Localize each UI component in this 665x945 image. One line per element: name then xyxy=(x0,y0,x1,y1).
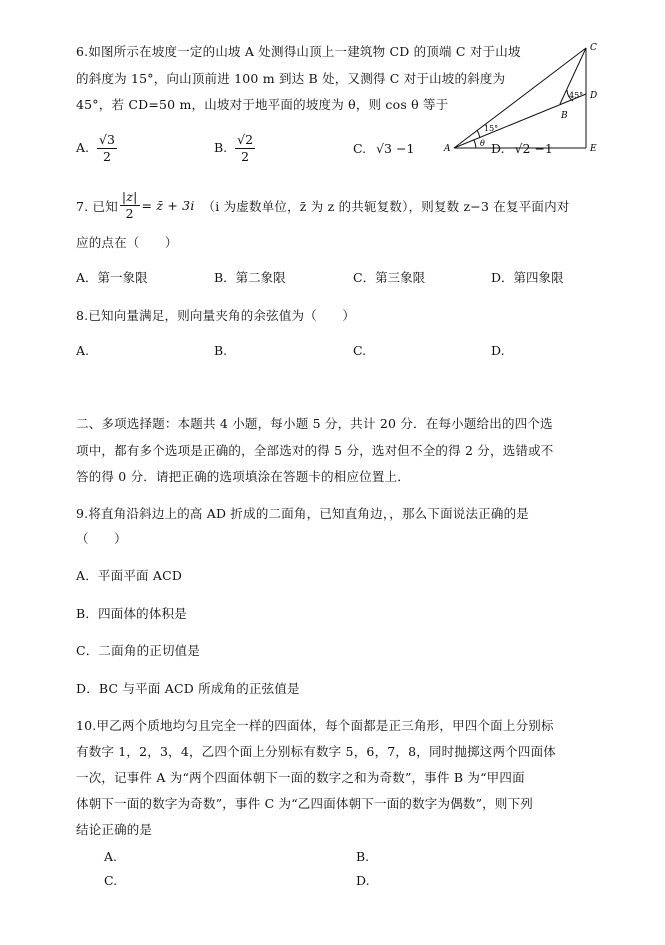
q10-line5: 结论正确的是 xyxy=(76,822,153,837)
q7-option-b: B．第二象限 xyxy=(214,270,286,285)
section2-line3: 答的得 0 分．请把正确的选项填涂在答题卡的相应位置上． xyxy=(76,469,411,484)
q6-option-a-label: A. xyxy=(76,140,90,155)
q10-option-c: C. xyxy=(104,873,118,888)
q7-rest: （i 为虚数单位，z̄ 为 z 的共轭复数），则复数 z−3 在复平面内对 xyxy=(202,198,570,214)
section2-line1: 二、多项选择题：本题共 4 小题，每小题 5 分，共计 20 分．在每小题给出的四个选 xyxy=(76,416,553,431)
section2-line2: 项中，都有多个选项是正确的，全部选对的得 5 分，选对但不全的得 2 分，选错或不 xyxy=(76,443,554,458)
q6-option-d-label: D. xyxy=(491,141,505,156)
figure-label-45-degrees: 45° xyxy=(569,91,584,100)
q7-line2: 应的点在（ ） xyxy=(76,235,178,250)
figure-label-c: C xyxy=(590,43,597,53)
q6-option-b-denominator: 2 xyxy=(241,149,250,164)
q6-option-b xyxy=(214,132,255,165)
q7-fraction xyxy=(120,189,140,222)
figure-label-15-degrees: 15° xyxy=(484,124,499,133)
q6-option-c-label: C. xyxy=(353,141,367,156)
q7-line1 xyxy=(76,189,570,222)
q6-slope-figure xyxy=(440,38,610,158)
q6-option-d-value: √2 −1 xyxy=(514,141,553,156)
figure-label-b: B xyxy=(561,111,568,121)
q6-option-c xyxy=(353,141,414,156)
q8-option-c: C. xyxy=(353,343,367,358)
figure-label-a: A xyxy=(444,144,451,154)
q7-option-c: C．第三象限 xyxy=(353,270,426,285)
q6-option-a-denominator: 2 xyxy=(102,149,111,164)
q7-prefix: 7. 已知 xyxy=(76,198,118,214)
q6-option-c-value: √3 −1 xyxy=(376,141,415,156)
figure-line-a-d xyxy=(454,94,586,148)
q7-equation: = z̄ + 3i xyxy=(141,198,195,213)
q6-option-a xyxy=(76,132,117,165)
figure-label-d: D xyxy=(590,91,598,101)
q6-line3: 45°，若 CD=50 m，山坡对于地平面的坡度为 θ，则 cos θ 等于 xyxy=(76,97,449,112)
q6-line1: 6.如图所示在坡度一定的山坡 A 处测得山顶上一建筑物 CD 的顶端 C 对于山坡 xyxy=(76,44,521,59)
q10-line2: 有数字 1，2，3，4，乙四个面上分别标有数字 5，6，7，8，同时抛掷这两个四面体 xyxy=(76,744,556,759)
q10-option-d: D. xyxy=(356,873,370,888)
q6-option-b-label: B. xyxy=(214,140,228,155)
q9-option-d: D．BC 与平面 ACD 所成角的正弦值是 xyxy=(76,681,300,696)
figure-label-theta: θ xyxy=(480,139,485,148)
q7-option-a: A．第一象限 xyxy=(76,270,148,285)
figure-angle-arc-theta xyxy=(474,140,476,148)
figure-line-a-c xyxy=(454,48,586,148)
q8-option-a: A. xyxy=(76,343,90,358)
q6-line2: 的斜度为 15°，向山顶前进 100 m 到达 B 处，又测得 C 对于山坡的斜度为 xyxy=(76,71,506,86)
q6-option-b-fraction xyxy=(235,132,255,165)
q7-fraction-denominator: 2 xyxy=(125,206,134,221)
q9-option-b: B．四面体的体积是 xyxy=(76,606,187,621)
q10-line4: 体朝下一面的数字为奇数”，事件 C 为“乙四面体朝下一面的数字为偶数”，则下列 xyxy=(76,796,533,811)
q8-option-b: B. xyxy=(214,343,228,358)
q9-line1: 9.将直角沿斜边上的高 AD 折成的二面角，已知直角边，，那么下面说法正确的是 xyxy=(76,506,529,521)
q6-option-a-numerator: √3 xyxy=(99,132,115,147)
q10-line3: 一次，记事件 A 为“两个四面体朝下一面的数字之和为奇数”，事件 B 为“甲四面 xyxy=(76,770,525,785)
q9-line2: （ ） xyxy=(76,531,127,546)
q7-fraction-numerator: |z| xyxy=(121,189,138,204)
q9-option-a: A．平面平面 ACD xyxy=(76,568,183,583)
q9-option-c: C．二面角的正切值是 xyxy=(76,643,201,658)
q10-option-a: A. xyxy=(104,849,118,864)
q10-option-b: B. xyxy=(356,849,370,864)
figure-label-e: E xyxy=(590,144,597,154)
figure-angle-arc-15 xyxy=(477,130,480,138)
q6-option-b-numerator: √2 xyxy=(237,132,254,147)
q6-option-a-fraction xyxy=(97,132,117,165)
q8-option-d: D. xyxy=(491,343,505,358)
q7-option-d: D．第四象限 xyxy=(491,270,564,285)
q10-line1: 10.甲乙两个质地均匀且完全一样的四面体，每个面都是正三角形，甲四个面上分别标 xyxy=(76,718,554,733)
q8-line1: 8.已知向量满足，则向量夹角的余弦值为（ ） xyxy=(76,308,356,323)
